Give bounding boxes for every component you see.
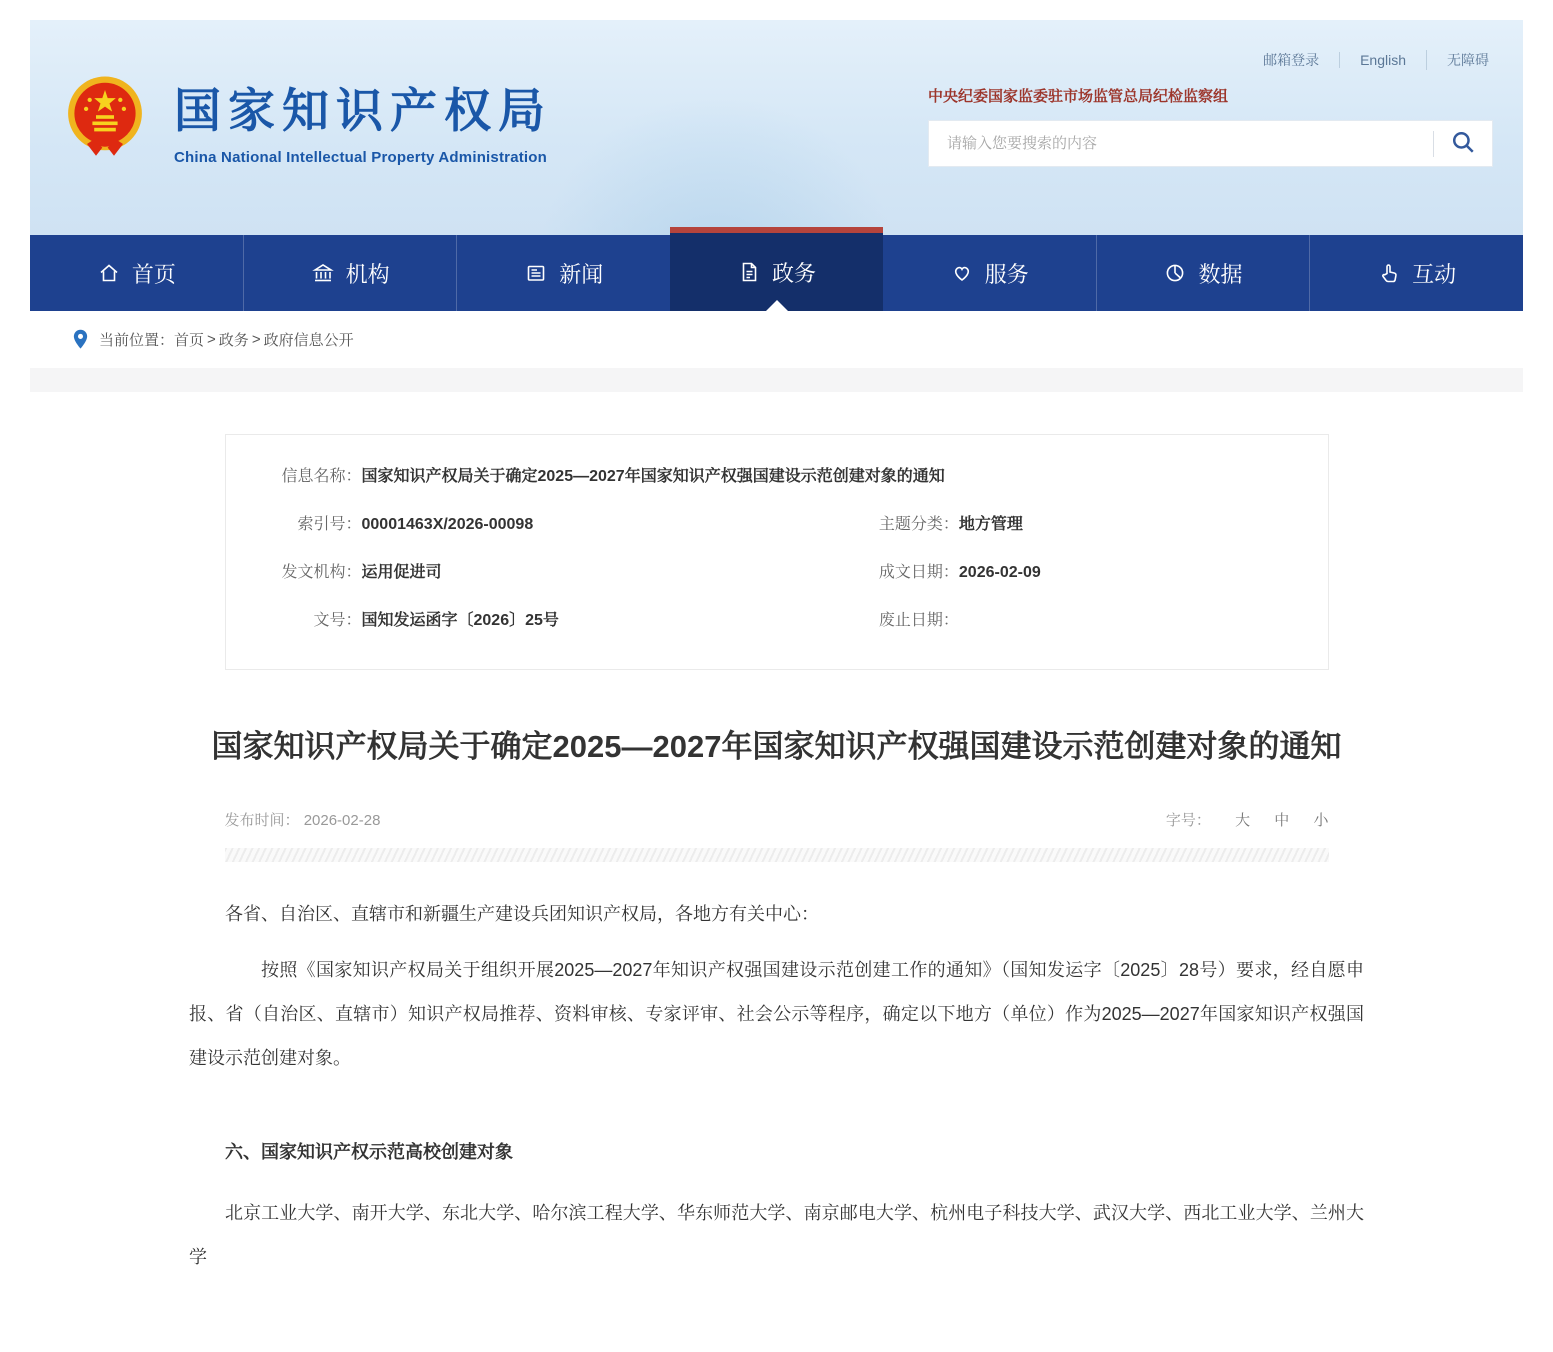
site-title: 国家知识产权局 <box>174 83 552 137</box>
location-pin-icon <box>72 329 89 350</box>
fontsize-large-button[interactable]: 大 <box>1235 812 1251 830</box>
body-paragraph: 按照《国家知识产权局关于组织开展2025—2027年知识产权强国建设示范创建工作的通知》（国知发运字〔2025〕28号）要求，经自愿申报、省（自治区、直辖市）知识产权局推荐、资料审核、专家评审、社会公示等程序，确定以下地方（单位）作为2025—2027年国家知识产权强国建设示范创建对象。 <box>189 960 1364 1069</box>
fontsize-medium-button[interactable]: 中 <box>1274 812 1290 830</box>
document-icon <box>737 260 761 284</box>
search-input[interactable] <box>929 135 1433 152</box>
info-agency-label: 发文机构： <box>281 564 362 581</box>
institution-icon <box>311 261 335 285</box>
nav-item-interaction[interactable] <box>1309 235 1523 311</box>
doc-info-table <box>225 434 1329 670</box>
breadcrumb-separator: > <box>207 331 216 348</box>
mail-login-link[interactable]: 邮箱登录 <box>1263 52 1320 68</box>
search-box <box>928 120 1493 167</box>
fontsize-control <box>1166 809 1329 830</box>
nav-label: 数据 <box>1198 261 1243 287</box>
nav-label: 互动 <box>1412 261 1457 287</box>
section-heading: 六、国家知识产权示范高校创建对象 <box>225 1142 513 1163</box>
page-title: 国家知识产权局关于确定2025—2027年国家知识产权强国建设示范创建对象的通知 <box>211 729 1342 764</box>
breadcrumb-gov[interactable]: 政务 <box>218 332 249 349</box>
breadcrumb-home[interactable]: 首页 <box>174 332 205 349</box>
top-links <box>928 50 1493 70</box>
info-agency-value: 运用促进司 <box>361 564 442 581</box>
hand-pointer-icon <box>1377 261 1401 285</box>
search-icon <box>1450 129 1476 158</box>
info-category-value: 地方管理 <box>958 516 1023 533</box>
home-icon <box>97 261 121 285</box>
info-index-label: 索引号： <box>297 516 362 533</box>
nav-label: 服务 <box>984 261 1029 287</box>
info-row-agency <box>262 561 1292 585</box>
site-header <box>30 20 1523 235</box>
document-content <box>30 392 1523 1352</box>
doc-meta-row <box>225 809 1329 830</box>
main-nav <box>30 235 1523 311</box>
breadcrumb-separator: > <box>251 331 261 348</box>
site-logo[interactable] <box>60 72 552 167</box>
info-index-value: 00001463X/2026-00098 <box>361 516 534 533</box>
info-name-label: 信息名称： <box>281 468 362 485</box>
nav-label: 首页 <box>131 261 176 287</box>
page-container <box>30 0 1523 1352</box>
info-name-value: 国家知识产权局关于确定2025—2027年国家知识产权强国建设示范创建对象的通知 <box>361 468 945 485</box>
english-link[interactable]: English <box>1339 52 1426 68</box>
nav-label: 政务 <box>772 260 817 286</box>
header-right <box>928 50 1493 167</box>
nav-label: 新闻 <box>559 261 604 287</box>
nav-label: 机构 <box>345 261 390 287</box>
breadcrumb <box>30 311 1523 368</box>
info-row-index <box>262 513 1292 537</box>
university-list-paragraph: 北京工业大学、南开大学、东北大学、哈尔滨工程大学、华东师范大学、南京邮电大学、杭州电子科技大学、武汉大学、西北工业大学、兰州大学 <box>189 1202 1364 1267</box>
info-row-name <box>262 465 1292 489</box>
national-emblem-icon <box>60 72 150 167</box>
salutation-paragraph: 各省、自治区、直辖市和新疆生产建设兵团知识产权局，各地方有关中心： <box>225 904 819 925</box>
breadcrumb-info-open[interactable]: 政府信息公开 <box>263 332 354 349</box>
data-icon <box>1163 261 1187 285</box>
publish-time-label: 发布时间： <box>224 812 300 830</box>
nav-item-data[interactable] <box>1096 235 1310 311</box>
info-number-value: 国知发运函字〔2026〕25号 <box>361 612 559 629</box>
striped-divider <box>225 848 1329 862</box>
service-icon <box>950 261 974 285</box>
section-gap <box>30 368 1523 392</box>
info-date-value: 2026-02-09 <box>958 564 1041 581</box>
nav-item-institution[interactable] <box>243 235 457 311</box>
site-subtitle: China National Intellectual Property Administration <box>174 148 548 166</box>
fontsize-small-button[interactable]: 小 <box>1313 812 1329 830</box>
search-button[interactable] <box>1434 121 1492 166</box>
discipline-inspection-link[interactable]: 中央纪委国家监委驻市场监管总局纪检监察组 <box>928 88 1229 105</box>
fontsize-label: 字号： <box>1165 812 1211 830</box>
publish-time-value: 2026-02-28 <box>303 812 381 830</box>
info-date-label: 成文日期： <box>878 564 959 581</box>
info-repeal-label: 废止日期： <box>878 612 959 629</box>
info-category-label: 主题分类： <box>878 516 959 533</box>
news-icon <box>524 261 548 285</box>
nav-item-service[interactable] <box>883 235 1096 311</box>
nav-item-government[interactable] <box>670 227 883 311</box>
nav-item-home[interactable] <box>30 235 243 311</box>
doc-body <box>189 892 1364 1279</box>
brand-text <box>174 74 552 166</box>
info-row-number <box>262 609 1292 633</box>
nav-item-news[interactable] <box>456 235 670 311</box>
breadcrumb-label: 当前位置： <box>99 332 175 349</box>
info-number-label: 文号： <box>313 612 362 629</box>
accessibility-link[interactable]: 无障碍 <box>1426 50 1493 70</box>
publish-time <box>225 809 381 830</box>
